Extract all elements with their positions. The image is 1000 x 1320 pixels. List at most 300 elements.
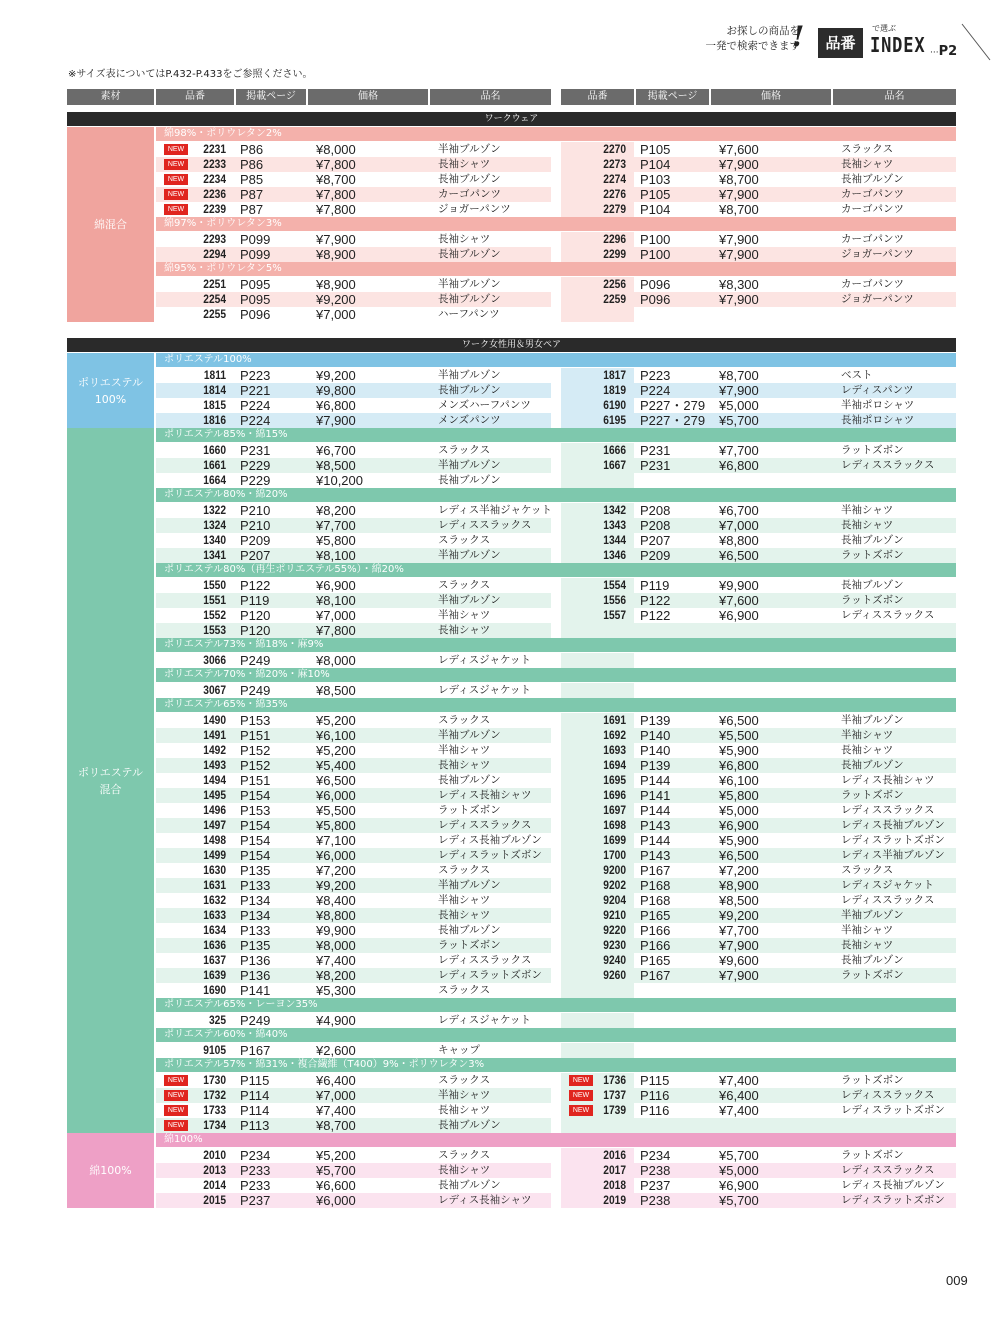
catalog-page: P237 <box>640 1178 671 1193</box>
product-code: 1811 <box>203 368 226 382</box>
product-code: 1816 <box>203 413 226 427</box>
catalog-page: P114 <box>240 1088 270 1103</box>
price: ¥5,200 <box>316 713 356 728</box>
catalog-page: P105 <box>640 142 671 157</box>
price: ¥7,400 <box>719 1103 759 1118</box>
catalog-page: P229 <box>240 458 271 473</box>
catalog-page: P143 <box>640 848 671 863</box>
column-header-name: 品名 <box>833 89 956 105</box>
product-code: 9260 <box>603 968 626 982</box>
catalog-page: P238 <box>640 1193 671 1208</box>
product-code: 2251 <box>203 277 226 291</box>
product-name: ラットズボン <box>841 789 904 801</box>
catalog-page: P223 <box>640 368 671 383</box>
product-name: スラックス <box>841 864 894 876</box>
product-name: 長袖シャツ <box>841 158 894 170</box>
product-name: レディス長袖ブルゾン <box>438 834 542 846</box>
product-code: 6190 <box>603 398 626 412</box>
product-name: ラットズボン <box>438 804 501 816</box>
product-name: レディススラックス <box>841 1164 935 1176</box>
exclamation-mark: ! <box>792 20 805 53</box>
product-name: 半袖ブルゾン <box>438 594 501 606</box>
price: ¥7,600 <box>719 142 759 157</box>
catalog-page: P134 <box>240 908 271 923</box>
product-code: 1661 <box>203 458 226 472</box>
code-cell-background <box>561 1043 634 1058</box>
product-name: 長袖ブルゾン <box>438 924 501 936</box>
catalog-page: P105 <box>640 187 671 202</box>
composition-label: 綿95%・ポリウレタン5% <box>156 262 956 276</box>
product-code: 1557 <box>603 608 626 622</box>
product-code: 1732 <box>203 1088 226 1102</box>
code-cell-background <box>561 1118 634 1133</box>
new-badge: NEW <box>569 1090 593 1101</box>
product-name: レディススラックス <box>841 894 935 906</box>
catalog-page: P233 <box>240 1163 271 1178</box>
price: ¥8,700 <box>719 368 759 383</box>
product-name: 長袖シャツ <box>841 939 894 951</box>
product-code: 1491 <box>203 728 226 742</box>
composition-label: ポリエステル65%・レーヨン35% <box>156 998 956 1012</box>
catalog-page: P134 <box>240 893 271 908</box>
product-name: スラックス <box>438 444 491 456</box>
product-name: 長袖ブルゾン <box>841 954 904 966</box>
product-code: 2256 <box>603 277 626 291</box>
catalog-page: P227・279 <box>640 398 706 413</box>
product-code: 1499 <box>203 848 226 862</box>
catalog-page: P151 <box>240 728 271 743</box>
new-badge: NEW <box>569 1105 593 1116</box>
price: ¥7,400 <box>316 953 356 968</box>
price: ¥6,000 <box>316 1193 356 1208</box>
price: ¥8,700 <box>719 172 759 187</box>
catalog-page: P168 <box>640 893 671 908</box>
product-name: カーゴパンツ <box>841 203 904 215</box>
product-name: 半袖ブルゾン <box>841 909 904 921</box>
product-code: 1324 <box>203 518 226 532</box>
product-code: 1492 <box>203 743 226 757</box>
price: ¥5,000 <box>719 398 759 413</box>
product-code: 1490 <box>203 713 226 727</box>
catalog-page: P231 <box>240 443 271 458</box>
product-code: 9202 <box>603 878 626 892</box>
product-name: ジョガーパンツ <box>438 203 511 215</box>
price: ¥8,200 <box>316 968 356 983</box>
price: ¥7,000 <box>719 518 759 533</box>
catalog-page: P231 <box>640 458 671 473</box>
product-name: 半袖シャツ <box>438 894 491 906</box>
product-code: 1667 <box>603 458 626 472</box>
catalog-page: P139 <box>640 758 671 773</box>
product-name: レディススラックス <box>438 519 532 531</box>
price: ¥5,500 <box>316 803 356 818</box>
price: ¥7,200 <box>316 863 356 878</box>
product-name: メンズパンツ <box>438 414 501 426</box>
product-name: 長袖ブルゾン <box>841 759 904 771</box>
catalog-page: P224 <box>240 398 271 413</box>
column-header-price: 価格 <box>711 89 831 105</box>
new-badge: NEW <box>164 144 188 155</box>
product-name: レディス半袖ジャケット <box>438 504 552 516</box>
product-code: 2016 <box>603 1148 626 1162</box>
catalog-page: P154 <box>240 833 271 848</box>
product-name: ラットズボン <box>841 1149 904 1161</box>
price: ¥7,900 <box>719 292 759 307</box>
catalog-page: P231 <box>640 443 671 458</box>
catalog-page: P154 <box>240 848 271 863</box>
price: ¥7,100 <box>316 833 356 848</box>
new-badge: NEW <box>164 1105 188 1116</box>
catalog-page: P115 <box>640 1073 670 1088</box>
composition-label: ポリエステル80%（再生ポリエステル55%）・綿20% <box>156 563 956 577</box>
catalog-page: P249 <box>240 683 271 698</box>
product-code: 1736 <box>603 1073 626 1087</box>
product-code: 1554 <box>603 578 626 592</box>
product-code: 1342 <box>603 503 626 517</box>
price: ¥5,700 <box>719 1193 759 1208</box>
price: ¥6,500 <box>719 548 759 563</box>
new-badge: NEW <box>164 1120 188 1131</box>
catalog-page: P120 <box>240 623 271 638</box>
price: ¥6,700 <box>316 443 356 458</box>
material-label: 綿混合 <box>67 127 154 322</box>
product-code: 2294 <box>203 247 226 261</box>
product-name: 長袖シャツ <box>438 1164 491 1176</box>
price: ¥9,200 <box>316 368 356 383</box>
product-name: レディススラックス <box>841 1089 935 1101</box>
price: ¥8,500 <box>316 683 356 698</box>
product-name: 半袖シャツ <box>841 924 894 936</box>
catalog-page: P143 <box>640 818 671 833</box>
catalog-page: P122 <box>640 593 671 608</box>
price: ¥8,900 <box>316 247 356 262</box>
product-code: 3067 <box>203 683 226 697</box>
product-code: 9204 <box>603 893 626 907</box>
product-name: 長袖ブルゾン <box>438 384 501 396</box>
catalog-page: P099 <box>240 232 271 247</box>
catalog-page: P095 <box>240 277 271 292</box>
index-header <box>660 22 1000 70</box>
catalog-page: P139 <box>640 713 671 728</box>
product-name: 長袖ブルゾン <box>438 774 501 786</box>
catalog-page: P120 <box>240 608 271 623</box>
price: ¥6,100 <box>719 773 759 788</box>
size-note: ※サイズ表についてはP.432-P.433をご参照ください。 <box>68 69 313 80</box>
price: ¥7,000 <box>316 1088 356 1103</box>
product-code: 2239 <box>203 202 226 216</box>
catalog-page: P224 <box>240 413 271 428</box>
product-name: 半袖シャツ <box>438 609 491 621</box>
composition-label: ポリエステル85%・綿15% <box>156 428 956 442</box>
price: ¥6,500 <box>316 773 356 788</box>
product-code: 2017 <box>603 1163 626 1177</box>
product-name: カーゴパンツ <box>841 278 904 290</box>
catalog-page: P87 <box>240 202 264 217</box>
product-name: 半袖ブルゾン <box>438 369 501 381</box>
price: ¥7,800 <box>316 623 356 638</box>
product-code: 1322 <box>203 503 226 517</box>
product-name: レディスジャケット <box>438 684 531 696</box>
price: ¥8,900 <box>719 878 759 893</box>
price: ¥6,700 <box>719 503 759 518</box>
price: ¥7,800 <box>316 157 356 172</box>
product-code: 1660 <box>203 443 226 457</box>
catalog-page: P229 <box>240 473 271 488</box>
price: ¥6,400 <box>719 1088 759 1103</box>
catalog-page: P166 <box>640 938 671 953</box>
price: ¥7,900 <box>316 413 356 428</box>
catalog-page: P100 <box>640 247 671 262</box>
code-cell-background <box>561 307 634 322</box>
product-code: 9230 <box>603 938 626 952</box>
catalog-page: P133 <box>240 923 271 938</box>
product-name: 長袖ブルゾン <box>841 579 904 591</box>
catalog-page: P140 <box>640 728 671 743</box>
price: ¥8,000 <box>316 653 356 668</box>
product-code: 6195 <box>603 413 626 427</box>
header-page-link[interactable]: ···P2 <box>930 44 958 59</box>
product-name: 半袖ブルゾン <box>438 143 501 155</box>
product-code: 2274 <box>603 172 626 186</box>
product-code: 2010 <box>203 1148 226 1162</box>
catalog-page: P224 <box>640 383 671 398</box>
product-code: 2236 <box>203 187 226 201</box>
price: ¥6,100 <box>316 728 356 743</box>
product-name: 長袖シャツ <box>438 909 491 921</box>
catalog-page: P104 <box>640 157 671 172</box>
price: ¥5,700 <box>719 1148 759 1163</box>
catalog-page: P100 <box>640 232 671 247</box>
composition-label: ポリエステル100% <box>156 353 956 367</box>
product-name: レディスジャケット <box>841 879 934 891</box>
catalog-page: P238 <box>640 1163 671 1178</box>
product-name: 長袖シャツ <box>438 233 491 245</box>
price: ¥7,900 <box>719 938 759 953</box>
price: ¥8,900 <box>316 277 356 292</box>
column-header-page: 掲載ページ <box>636 89 709 105</box>
product-code: 2299 <box>603 247 626 261</box>
catalog-page: P167 <box>640 968 671 983</box>
catalog-page: P221 <box>240 383 271 398</box>
catalog-page: P136 <box>240 953 271 968</box>
product-code: 1696 <box>603 788 626 802</box>
product-name: スラックス <box>841 143 894 155</box>
product-code: 1639 <box>203 968 226 982</box>
product-code: 1695 <box>603 773 626 787</box>
price: ¥7,400 <box>316 1103 356 1118</box>
catalog-page: P141 <box>240 983 271 998</box>
product-name: レディス長袖シャツ <box>438 1194 532 1206</box>
product-code: 2279 <box>603 202 626 216</box>
price: ¥7,900 <box>719 157 759 172</box>
product-name: ラットズボン <box>841 1074 904 1086</box>
product-code: 1497 <box>203 818 226 832</box>
product-name: 長袖シャツ <box>438 624 491 636</box>
price: ¥6,800 <box>719 758 759 773</box>
catalog-page: P165 <box>640 908 671 923</box>
product-name: ハーフパンツ <box>438 308 500 320</box>
product-code: 2231 <box>203 142 226 156</box>
catalog-page: P249 <box>240 1013 271 1028</box>
product-name: 半袖シャツ <box>438 744 491 756</box>
price: ¥9,200 <box>719 908 759 923</box>
product-code: 1730 <box>203 1073 226 1087</box>
catalog-page: P153 <box>240 713 271 728</box>
product-name: スラックス <box>438 984 491 996</box>
product-code: 1694 <box>603 758 626 772</box>
product-code: 1693 <box>603 743 626 757</box>
product-name: スラックス <box>438 1149 491 1161</box>
product-name: レディスラットズボン <box>841 1194 945 1206</box>
product-name: 半袖シャツ <box>841 504 894 516</box>
price: ¥6,800 <box>316 398 356 413</box>
price: ¥7,900 <box>719 187 759 202</box>
price: ¥9,600 <box>719 953 759 968</box>
section-title: ワーク女性用＆男女ペア <box>67 338 956 352</box>
catalog-page: P133 <box>240 878 271 893</box>
product-name: ベスト <box>841 369 873 381</box>
product-name: レディスラットズボン <box>841 834 945 846</box>
code-cell-background <box>561 653 634 668</box>
product-code: 3066 <box>203 653 226 667</box>
code-cell-background <box>561 683 634 698</box>
product-code: 9220 <box>603 923 626 937</box>
product-code: 1697 <box>603 803 626 817</box>
price: ¥5,800 <box>316 818 356 833</box>
product-code: 9210 <box>603 908 626 922</box>
product-code: 9240 <box>603 953 626 967</box>
product-name: 長袖ブルゾン <box>841 173 904 185</box>
product-name: レディスジャケット <box>438 1014 531 1026</box>
catalog-page: P207 <box>640 533 671 548</box>
product-name: 半袖ブルゾン <box>841 714 904 726</box>
price: ¥7,900 <box>316 232 356 247</box>
product-code: 2018 <box>603 1178 626 1192</box>
catalog-page: P122 <box>240 578 271 593</box>
price: ¥8,300 <box>719 277 759 292</box>
product-name: 長袖ブルゾン <box>841 534 904 546</box>
column-header-page: 掲載ページ <box>236 89 306 105</box>
price: ¥7,700 <box>719 443 759 458</box>
product-name: 長袖シャツ <box>841 519 894 531</box>
price: ¥7,900 <box>719 383 759 398</box>
corner-arrow-icon <box>960 22 1000 62</box>
product-name: レディススラックス <box>841 609 935 621</box>
price: ¥6,600 <box>316 1178 356 1193</box>
price: ¥5,900 <box>719 743 759 758</box>
product-name: レディスパンツ <box>841 384 914 396</box>
product-name: レディスラットズボン <box>438 849 542 861</box>
catalog-page: P86 <box>240 142 264 157</box>
code-cell-background <box>561 1013 634 1028</box>
price: ¥8,100 <box>316 548 356 563</box>
code-cell-background <box>561 623 634 638</box>
product-name: 長袖ブルゾン <box>438 173 501 185</box>
product-name: スラックス <box>438 864 491 876</box>
product-code: 1733 <box>203 1103 226 1117</box>
product-code: 1690 <box>203 983 226 997</box>
product-code: 1552 <box>203 608 226 622</box>
product-code: 1637 <box>203 953 226 967</box>
product-code: 1498 <box>203 833 226 847</box>
section-title: ワークウェア <box>67 112 956 126</box>
price: ¥6,900 <box>316 578 356 593</box>
product-name: 長袖ブルゾン <box>438 474 501 486</box>
catalog-page: P237 <box>240 1193 271 1208</box>
product-name: スラックス <box>438 714 491 726</box>
price: ¥5,200 <box>316 1148 356 1163</box>
catalog-page: P234 <box>240 1148 271 1163</box>
product-code: 2234 <box>203 172 226 186</box>
price: ¥7,900 <box>719 232 759 247</box>
product-name: レディス半袖ブルゾン <box>841 849 945 861</box>
product-name: レディス長袖ブルゾン <box>841 1179 945 1191</box>
product-code: 1633 <box>203 908 226 922</box>
price: ¥8,800 <box>719 533 759 548</box>
price: ¥10,200 <box>316 473 363 488</box>
product-code: 2276 <box>603 187 626 201</box>
new-badge: NEW <box>164 1075 188 1086</box>
column-header-code: 品番 <box>156 89 234 105</box>
price: ¥6,900 <box>719 818 759 833</box>
product-name: ラットズボン <box>841 444 904 456</box>
product-code: 1698 <box>603 818 626 832</box>
product-name: 半袖ブルゾン <box>438 879 501 891</box>
catalog-page: P165 <box>640 953 671 968</box>
catalog-page: P103 <box>640 172 671 187</box>
product-name: 半袖シャツ <box>438 1089 491 1101</box>
material-label: ポリエステル 100% <box>67 353 154 428</box>
catalog-page: P115 <box>240 1073 270 1088</box>
header-sub: で選ぶ <box>872 24 896 33</box>
product-code: 1346 <box>603 548 626 562</box>
product-code: 2293 <box>203 232 226 246</box>
product-code: 9105 <box>203 1043 226 1057</box>
product-name: レディススラックス <box>438 819 532 831</box>
price: ¥7,800 <box>316 187 356 202</box>
product-name: 長袖シャツ <box>438 1104 491 1116</box>
product-name: レディスジャケット <box>438 654 531 666</box>
product-code: 2273 <box>603 157 626 171</box>
product-name: レディススラックス <box>841 804 935 816</box>
product-name: メンズハーフパンツ <box>438 399 531 411</box>
composition-label: ポリエステル60%・綿40% <box>156 1028 956 1042</box>
product-code: 1494 <box>203 773 226 787</box>
product-code: 1556 <box>603 593 626 607</box>
catalog-page: P210 <box>240 503 271 518</box>
price: ¥6,800 <box>719 458 759 473</box>
product-code: 1341 <box>203 548 226 562</box>
product-code: 1664 <box>203 473 226 487</box>
price: ¥5,500 <box>719 728 759 743</box>
product-code: 2019 <box>603 1193 626 1207</box>
catalog-page: P152 <box>240 743 271 758</box>
price: ¥6,000 <box>316 788 356 803</box>
catalog-page: P096 <box>640 292 671 307</box>
header-badge: 品番 <box>818 28 863 58</box>
product-name: 半袖ポロシャツ <box>841 399 915 411</box>
catalog-page: P104 <box>640 202 671 217</box>
catalog-page: P208 <box>640 518 671 533</box>
price: ¥5,400 <box>316 758 356 773</box>
price: ¥9,200 <box>316 878 356 893</box>
price: ¥6,000 <box>316 848 356 863</box>
column-header-price: 価格 <box>308 89 428 105</box>
price: ¥5,700 <box>316 1163 356 1178</box>
product-name: 長袖シャツ <box>438 759 491 771</box>
catalog-page: P144 <box>640 833 671 848</box>
price: ¥7,700 <box>719 923 759 938</box>
